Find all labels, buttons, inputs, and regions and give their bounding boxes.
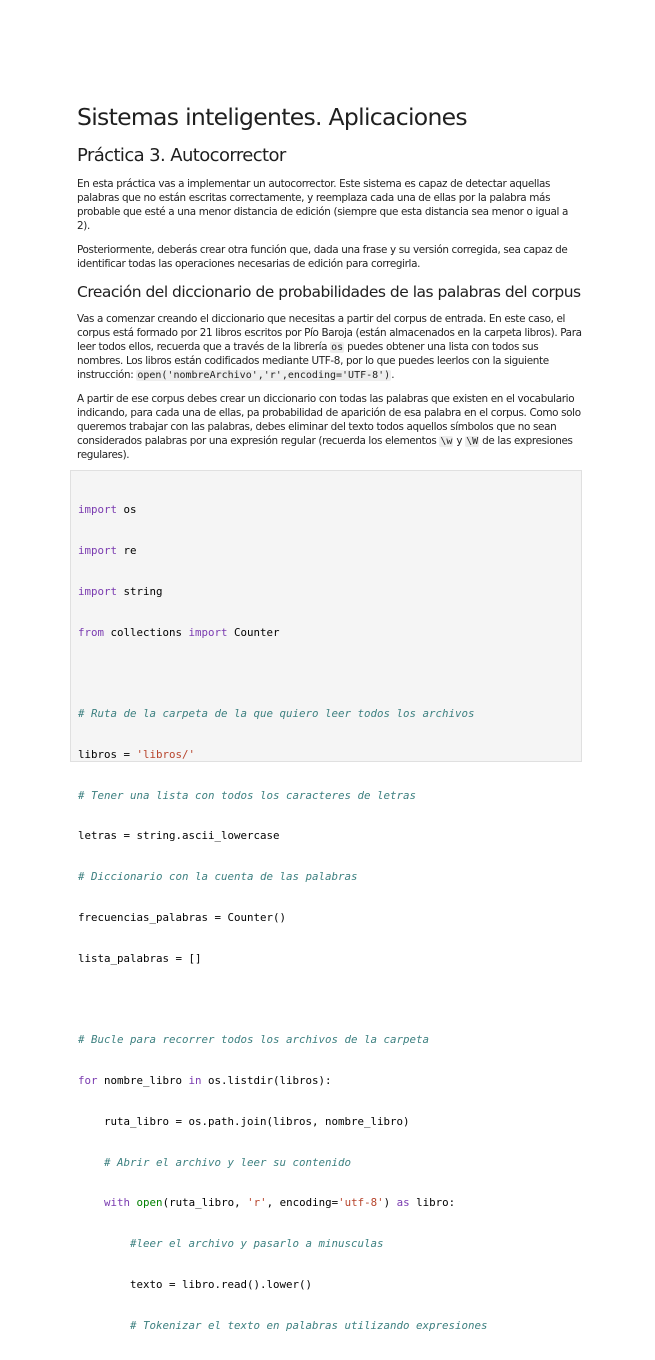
text-span: A partir de ese corpus debes crear un diccionario con todas las palabras que existen en el vocabulario indicando, para cada una de ellas, pa probabilidad de aparición de esa palabra en el corpus. Como solo queremos trabajar con las palabras, debes eliminar del texto todos aquellos símbolos que no sean considerados palabras por una expresión regular (recuerda los elementos bbox=[77, 392, 581, 447]
page-subtitle: Práctica 3. Autocorrector bbox=[77, 145, 286, 166]
code-line: ruta_libro = os.path.join(libros, nombre_libro) bbox=[78, 1114, 410, 1128]
inline-code: \W bbox=[466, 435, 479, 447]
code-block bbox=[78, 476, 488, 1360]
code-line: #leer el archivo y pasarlo a minusculas bbox=[130, 1237, 384, 1251]
code-line: for nombre_libro in os.listdir(libros): bbox=[78, 1074, 332, 1088]
code-line: frecuencias_palabras = Counter() bbox=[78, 911, 287, 924]
code-line bbox=[78, 666, 488, 680]
code-line: # Abrir el archivo y leer su contenido bbox=[104, 1155, 352, 1169]
code-line: lista_palabras = [] bbox=[78, 951, 202, 965]
code-line: # Tener una lista con todos los caracteres de letras bbox=[78, 788, 417, 802]
text-span: Vas a comenzar creando el diccionario que necesitas a partir del corpus de entrada. En este caso, el corpus está formado por 21 libros escritos por Pío Baroja (están almacenados en la carpeta libros). Para leer todos ellos, recuerda que a través de la librería bbox=[77, 313, 582, 354]
code-cell[interactable] bbox=[70, 470, 582, 1332]
text-span: . bbox=[391, 369, 395, 382]
code-line: import os bbox=[78, 503, 137, 517]
code-line: # Tokenizar el texto en palabras utilizando expresiones bbox=[130, 1318, 488, 1332]
code-line bbox=[78, 993, 488, 1007]
code-line: import re bbox=[78, 543, 137, 557]
inline-code: open('nombreArchivo','r',encoding='UTF-8') bbox=[137, 370, 391, 382]
code-line: # Ruta de la carpeta de la que quiero leer todos los archivos bbox=[78, 707, 475, 721]
text-span: puedes obtener una lista con todos sus nombres. Los libros están codificados mediante UTF-8, por lo que puedes leerlos con la siguiente instrucción: bbox=[77, 341, 549, 382]
code-line: from collections import Counter bbox=[78, 625, 280, 639]
code-line: texto = libro.read().lower() bbox=[78, 1278, 313, 1292]
intro-paragraph-2: Posteriormente, deberás crear otra función que, dada una frase y su versión corregida, sea capaz de identificar todas las operaciones necesarias de edición para corregirla. bbox=[77, 243, 568, 270]
code-line: # Diccionario con la cuenta de las palabras bbox=[78, 870, 358, 884]
code-line: libros = 'libros/' bbox=[78, 747, 196, 761]
corpus-paragraph bbox=[77, 313, 583, 383]
page-title: Sistemas inteligentes. Aplicaciones bbox=[77, 103, 467, 131]
intro-paragraph-1: En esta práctica vas a implementar un autocorrector. Este sistema es capaz de detectar aquellas palabras que no están escritas correctamente, y reemplaza cada una de ellas por la palabra más probable que esté a una menor distancia de edición (siempre que esta distancia sea menor o igual a 2). bbox=[77, 178, 569, 232]
section-heading: Creación del diccionario de probabilidades de las palabras del corpus bbox=[77, 283, 581, 302]
code-line: with open(ruta_libro, 'r', encoding='utf-8') as libro: bbox=[104, 1196, 456, 1210]
content bbox=[77, 100, 583, 463]
code-line: # Bucle para recorrer todos los archivos de la carpeta bbox=[78, 1033, 430, 1047]
code-line: letras = string.ascii_lowercase bbox=[78, 829, 280, 843]
inline-code: \w bbox=[440, 435, 453, 447]
code-line: import string bbox=[78, 584, 163, 598]
dictionary-paragraph bbox=[77, 393, 583, 463]
text-span: y bbox=[453, 434, 466, 447]
inline-code: os bbox=[331, 342, 344, 354]
text-span: de las expresiones regulares). bbox=[77, 434, 573, 461]
